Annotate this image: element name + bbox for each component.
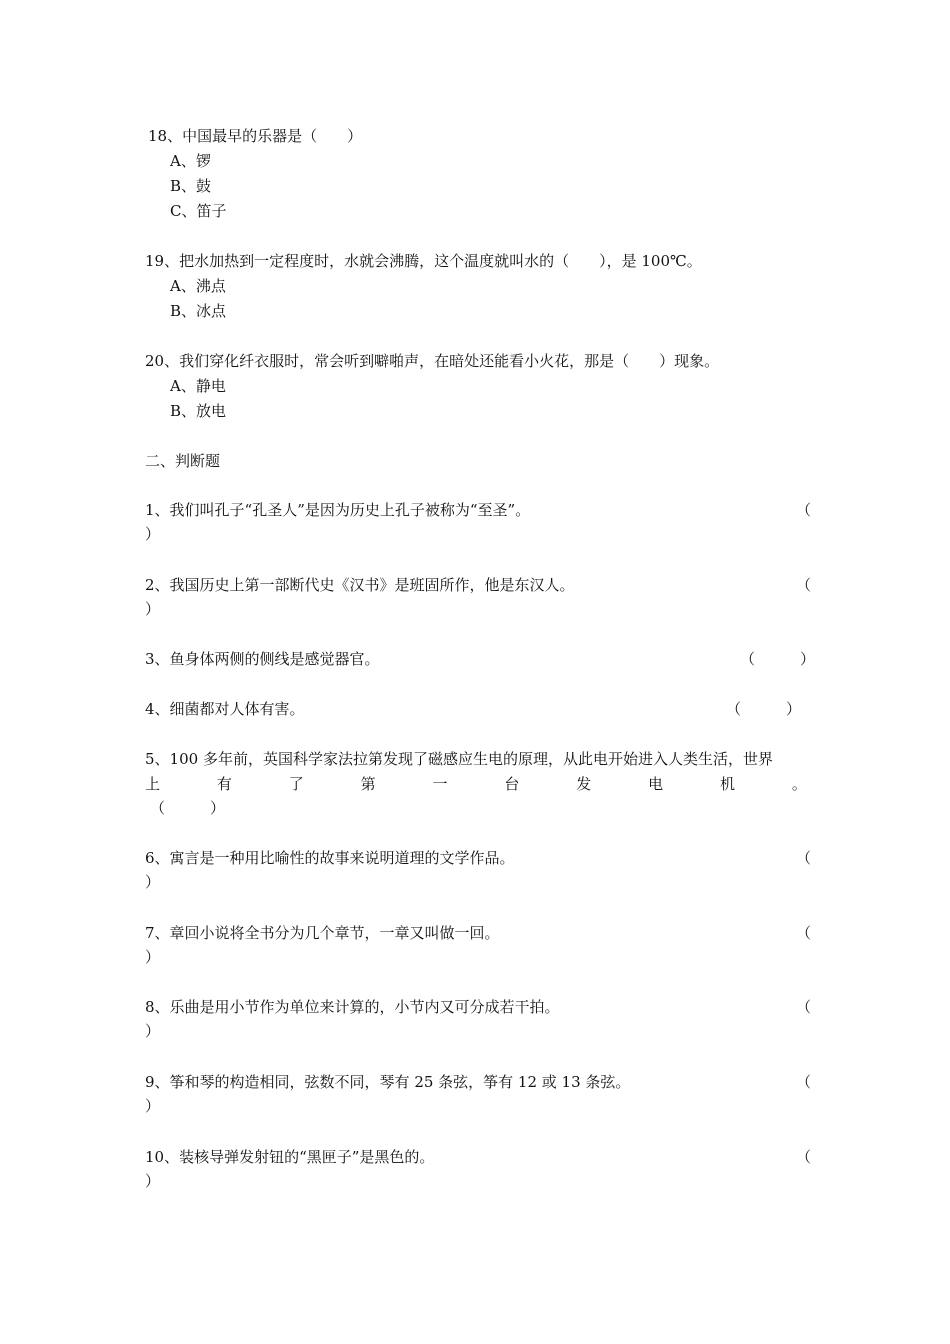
tf-8-paren-open: （ — [796, 998, 812, 1016]
question-20-option-b: B、放电 — [170, 402, 227, 420]
tf-1-paren-open: （ — [796, 501, 812, 519]
tf-question-1: 1、我们叫孔子“孔圣人”是因为历史上孔子被称为“至圣”。 — [145, 501, 531, 519]
tf-9-paren-open: （ — [796, 1073, 812, 1091]
tf-question-3: 3、鱼身体两侧的侧线是感觉器官。 — [145, 650, 380, 668]
tf-8-paren-close: ） — [145, 1022, 161, 1040]
tf-5-char: 上 — [145, 775, 161, 793]
tf-10-paren-close: ） — [145, 1172, 161, 1190]
tf-5-char: 有 — [216, 775, 232, 793]
tf-question-4: 4、细菌都对人体有害。 — [145, 700, 305, 718]
tf-5-char: 电 — [648, 775, 664, 793]
tf-5-char: 台 — [504, 775, 520, 793]
tf-5-char: 。 — [791, 775, 807, 793]
question-20-option-a: A、静电 — [170, 377, 226, 395]
tf-4-answer-blank: （ ） — [726, 700, 802, 718]
question-19-option-b: B、冰点 — [170, 302, 227, 320]
tf-5-char: 发 — [576, 775, 592, 793]
tf-2-paren-close: ） — [145, 600, 161, 618]
question-19: 19、把水加热到一定程度时，水就会沸腾，这个温度就叫水的（ ），是 100℃。 — [145, 252, 702, 270]
tf-question-8: 8、乐曲是用小节作为单位来计算的，小节内又可分成若干拍。 — [145, 998, 560, 1016]
tf-question-5-line-2 — [145, 774, 807, 794]
tf-5-answer-blank: （ ） — [150, 799, 226, 817]
tf-question-7: 7、章回小说将全书分为几个章节，一章又叫做一回。 — [145, 924, 500, 942]
question-18-option-c: C、笛子 — [170, 202, 227, 220]
tf-7-paren-open: （ — [796, 924, 812, 942]
tf-2-paren-open: （ — [796, 576, 812, 594]
tf-3-answer-blank: （ ） — [740, 650, 816, 668]
question-18-option-b: B、鼓 — [170, 177, 212, 195]
tf-5-char: 一 — [432, 775, 448, 793]
tf-5-char: 机 — [720, 775, 736, 793]
tf-question-10: 10、装核导弹发射钮的“黑匣子”是黑色的。 — [145, 1148, 435, 1166]
question-20: 20、我们穿化纤衣服时，常会听到噼啪声，在暗处还能看小火花，那是（ ）现象。 — [145, 352, 720, 370]
tf-1-paren-close: ） — [145, 525, 161, 543]
tf-question-5-line-1: 5、100 多年前，英国科学家法拉第发现了磁感应生电的原理，从此电开始进入人类生活，世界 — [145, 750, 773, 768]
tf-9-paren-close: ） — [145, 1097, 161, 1115]
question-18: 18、中国最早的乐器是（ ） — [148, 127, 363, 145]
tf-question-6: 6、寓言是一种用比喻性的故事来说明道理的文学作品。 — [145, 849, 515, 867]
tf-10-paren-open: （ — [796, 1148, 812, 1166]
tf-6-paren-close: ） — [145, 873, 161, 891]
tf-question-9: 9、筝和琴的构造相同，弦数不同，琴有 25 条弦，筝有 12 或 13 条弦。 — [145, 1073, 631, 1091]
tf-5-char: 了 — [288, 775, 304, 793]
question-18-option-a: A、锣 — [170, 152, 211, 170]
tf-5-char: 第 — [360, 775, 376, 793]
section-heading-true-false: 二、判断题 — [145, 452, 221, 470]
tf-7-paren-close: ） — [145, 948, 161, 966]
question-19-option-a: A、沸点 — [170, 277, 226, 295]
tf-6-paren-open: （ — [796, 849, 812, 867]
tf-question-2: 2、我国历史上第一部断代史《汉书》是班固所作，他是东汉人。 — [145, 576, 575, 594]
